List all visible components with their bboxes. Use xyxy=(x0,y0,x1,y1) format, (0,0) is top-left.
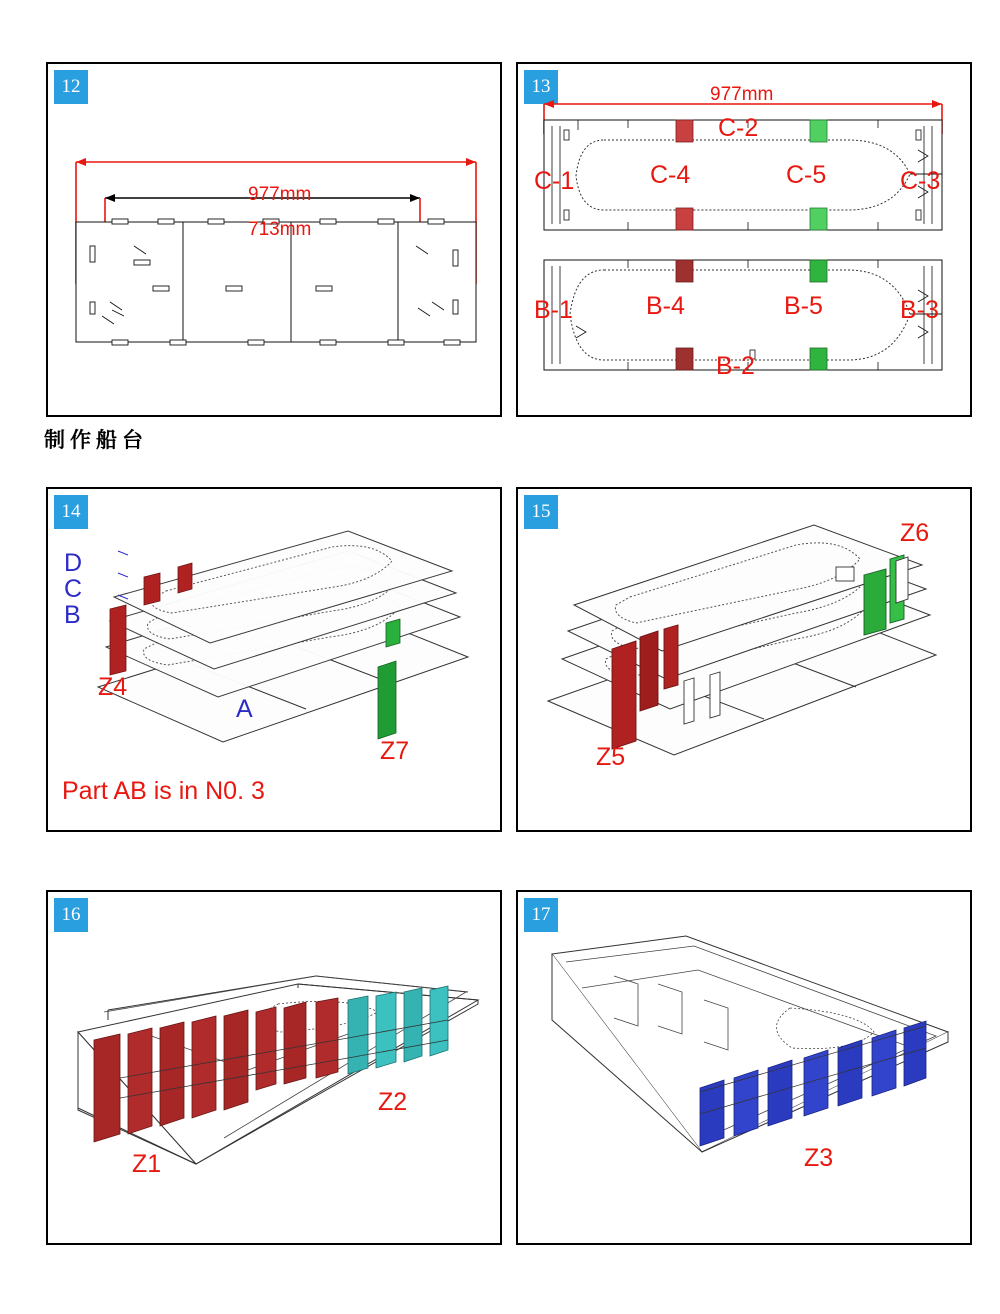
caption-layer-a: A xyxy=(236,695,253,723)
panel-12-drawing xyxy=(48,64,504,419)
caption-c-2: C-2 xyxy=(718,114,759,142)
step-badge-16: 16 xyxy=(54,898,88,932)
caption-z3: Z3 xyxy=(804,1144,834,1172)
caption-c-1: C-1 xyxy=(534,167,575,195)
dim-713-label-12: 713mm xyxy=(248,219,312,240)
caption-c-3: C-3 xyxy=(900,167,941,195)
step-badge-15: 15 xyxy=(524,495,558,529)
caption-z5: Z5 xyxy=(596,743,626,771)
dim-977-label-13: 977mm xyxy=(710,84,774,105)
caption-z6: Z6 xyxy=(900,519,930,547)
panel-step-13 xyxy=(516,62,972,417)
panel-step-16 xyxy=(46,890,502,1245)
panel-step-17 xyxy=(516,890,972,1245)
caption-b-2: B-2 xyxy=(716,352,755,380)
step-badge-12: 12 xyxy=(54,70,88,104)
caption-z2: Z2 xyxy=(378,1088,408,1116)
panel-step-12 xyxy=(46,62,502,417)
step-badge-13: 13 xyxy=(524,70,558,104)
caption-layer-c: C xyxy=(64,575,83,603)
caption-b-4: B-4 xyxy=(646,292,685,320)
caption-part-ab-note: Part AB is in N0. 3 xyxy=(62,777,265,805)
caption-b-3: B-3 xyxy=(900,296,939,324)
layer-leader-lines xyxy=(118,551,128,599)
dim-977-label-12: 977mm xyxy=(248,184,312,205)
caption-z7: Z7 xyxy=(380,737,410,765)
caption-layer-b: B xyxy=(64,601,81,629)
caption-b-1: B-1 xyxy=(534,296,573,324)
step-badge-17: 17 xyxy=(524,898,558,932)
caption-layer-d: D xyxy=(64,549,83,577)
panel-step-14 xyxy=(46,487,502,832)
caption-c-4: C-4 xyxy=(650,161,691,189)
caption-c-5: C-5 xyxy=(786,161,827,189)
panel-16-drawing xyxy=(48,892,504,1247)
step-badge-14: 14 xyxy=(54,495,88,529)
panel-step-15 xyxy=(516,487,972,832)
caption-b-5: B-5 xyxy=(784,292,823,320)
section-title: 制作船台 xyxy=(44,428,148,452)
caption-z1: Z1 xyxy=(132,1150,162,1178)
caption-z4: Z4 xyxy=(98,673,128,701)
panel-17-drawing xyxy=(518,892,974,1247)
